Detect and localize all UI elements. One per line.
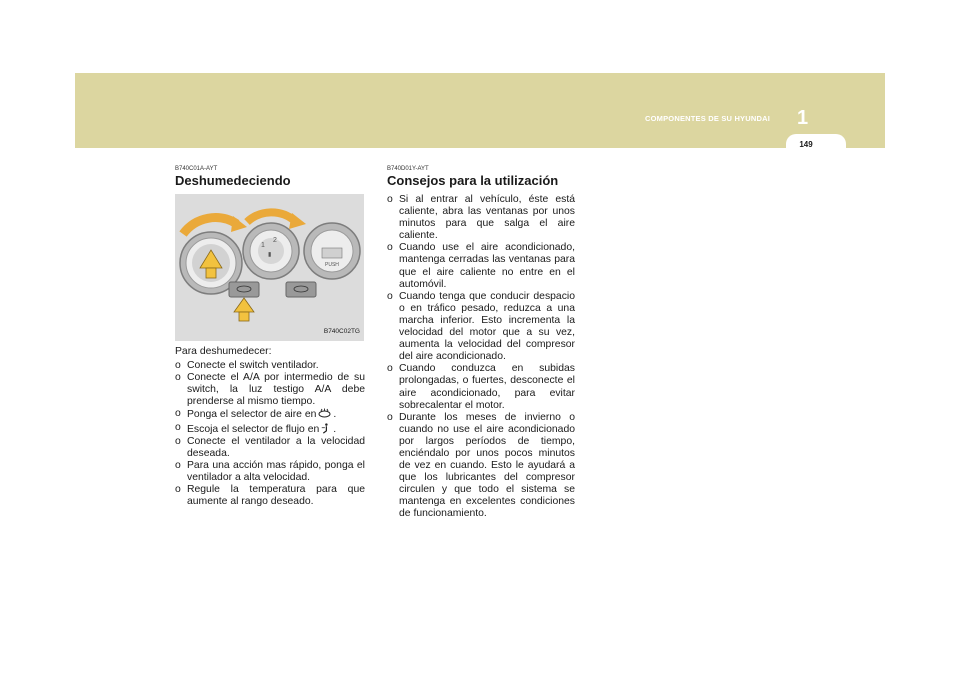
list-item: o Cuando tenga que conducir despacio o en tráfico pesado, reduzca a una marcha inferior. Esto incrementa la velocidad del motor que a su vez, aumenta la velocidad del compresor del aire acondicionado. bbox=[387, 290, 575, 363]
chapter-title: COMPONENTES DE SU HYUNDAI bbox=[645, 114, 771, 123]
list-item: o Durante los meses de invierno o cuando no use el aire acondicionado por largos períodos de tiempo, enciéndalo por unos pocos minutos de vez en cuando. Esto le ayudará a que los lubricantes del compresor circulen y que todo el sistema se mantenga en excelentes condiciones de funcionamiento. bbox=[387, 411, 575, 520]
intro-text: Para deshumedecer: bbox=[175, 346, 272, 357]
svg-text:PUSH: PUSH bbox=[325, 262, 339, 268]
figure-caption: B740C02TG bbox=[323, 327, 360, 335]
list-item: o Cuando conduzca en subidas prolongadas, o fuertes, desconecte el aire acondicionado, para evitar sobrecalentar el motor. bbox=[387, 363, 575, 411]
list-item: o Conecte el A/A por intermedio de su switch, la luz testigo A/A debe prenderse al mismo tiempo. bbox=[175, 372, 365, 408]
list-item: o Ponga el selector de aire en . bbox=[175, 408, 337, 421]
usage-tips bbox=[387, 194, 575, 521]
dehumidify-steps bbox=[175, 360, 365, 508]
left-column bbox=[175, 165, 365, 508]
list-item: o Regule la temperatura para que aumente al rango deseado. bbox=[175, 484, 365, 508]
chapter-number: 1 bbox=[797, 107, 809, 129]
list-item: o Para una acción mas rápido, ponga el ventilador a alta velocidad. bbox=[175, 459, 365, 483]
list-item: o Conecte el ventilador a la velocidad deseada. bbox=[175, 435, 365, 459]
section-heading: Consejos para la utilización bbox=[387, 173, 559, 188]
right-column bbox=[387, 165, 575, 521]
climate-control-figure bbox=[175, 194, 364, 341]
svg-text:2: 2 bbox=[273, 237, 277, 244]
section-code: B740D01Y-AYT bbox=[387, 166, 429, 172]
page-number: 149 bbox=[799, 140, 813, 149]
section-code: B740C01A-AYT bbox=[175, 166, 218, 172]
list-item: o Conecte el switch ventilador. bbox=[175, 360, 319, 372]
list-item: o Escoja el selector de flujo en . bbox=[175, 421, 337, 435]
defrost-mode-icon bbox=[318, 408, 331, 418]
svg-text:1: 1 bbox=[261, 242, 265, 249]
list-item: o Si al entrar al vehículo, éste está caliente, abra las ventanas por unos minutos para que salga el aire caliente. bbox=[387, 194, 575, 242]
section-heading: Deshumedeciendo bbox=[175, 173, 291, 188]
floor-airflow-icon bbox=[321, 422, 331, 435]
climate-control-illustration bbox=[175, 194, 364, 341]
list-item: o Cuando use el aire acondicionado, mantenga cerradas las ventanas para que el aire caliente no entre en el automóvil. bbox=[387, 242, 575, 290]
svg-text:▮: ▮ bbox=[268, 252, 272, 258]
header-band bbox=[75, 73, 885, 148]
